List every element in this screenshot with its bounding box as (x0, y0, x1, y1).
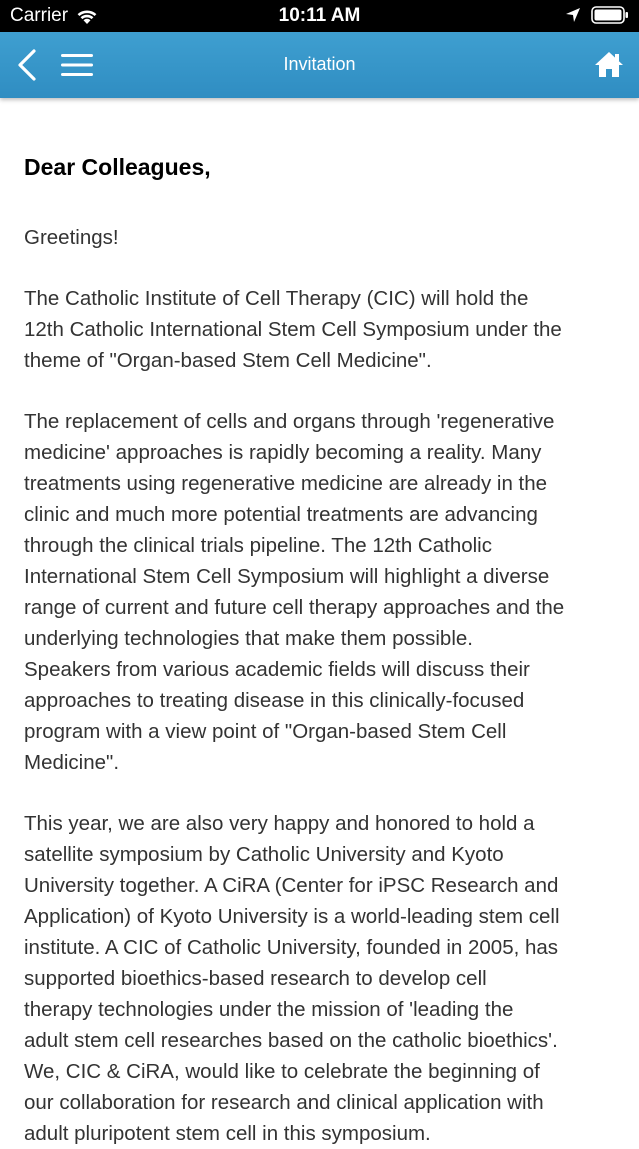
carrier-label: Carrier (10, 5, 69, 26)
status-time: 10:11 AM (278, 5, 361, 26)
nav-bar (0, 32, 639, 98)
salutation: Dear Colleagues, (24, 154, 211, 180)
status-bar (0, 0, 639, 32)
home-button[interactable] (593, 49, 625, 79)
menu-icon (60, 52, 94, 78)
home-icon (594, 50, 624, 78)
back-icon (16, 49, 38, 81)
paragraph-satellite: This year, we are also very happy and honored to hold a satellite symposium by Catholic University and Kyoto University together. A CiRA (Center for iPSC Research and Application) of Kyoto University is a world-leading stem cell institute. A CIC of Catholic University, founded in 2005, has supported bioethics-based research to develop cell therapy technologies under the mission of 'leading the adult stem cell researches based on the catholic bioethics'. We, CIC & CiRA, would like to celebrate the beginning of our collaboration for research and clinical application with adult pluripotent stem cell in this symposium. (24, 812, 560, 1145)
menu-button[interactable] (58, 49, 96, 81)
location-icon (565, 7, 581, 23)
status-right-group (565, 6, 629, 24)
paragraph-intro: The Catholic Institute of Cell Therapy (CIC) will hold the 12th Catholic International Stem Cell Symposium under the theme of "Organ-based Stem Cell Medicine". (24, 287, 562, 372)
letter-content (24, 98, 624, 1149)
battery-icon (591, 6, 629, 24)
page-title: Invitation (283, 54, 356, 74)
paragraph-greeting: Greetings! (24, 226, 119, 249)
paragraph-regenerative: The replacement of cells and organs through 'regenerative medicine' approaches is rapidly becoming a reality. Many treatments using regenerative medicine are already in the clinic and much more potential treatments are advancing through the clinical trials pipeline. The 12th Catholic International Stem Cell Symposium will highlight a diverse range of current and future cell therapy approaches and the underlying technologies that make them possible. Speakers from various academic fields will discuss their approaches to treating disease in this clinically-focused program with a view point of "Organ-based Stem Cell Medicine". (24, 410, 565, 774)
back-button[interactable] (12, 47, 42, 83)
